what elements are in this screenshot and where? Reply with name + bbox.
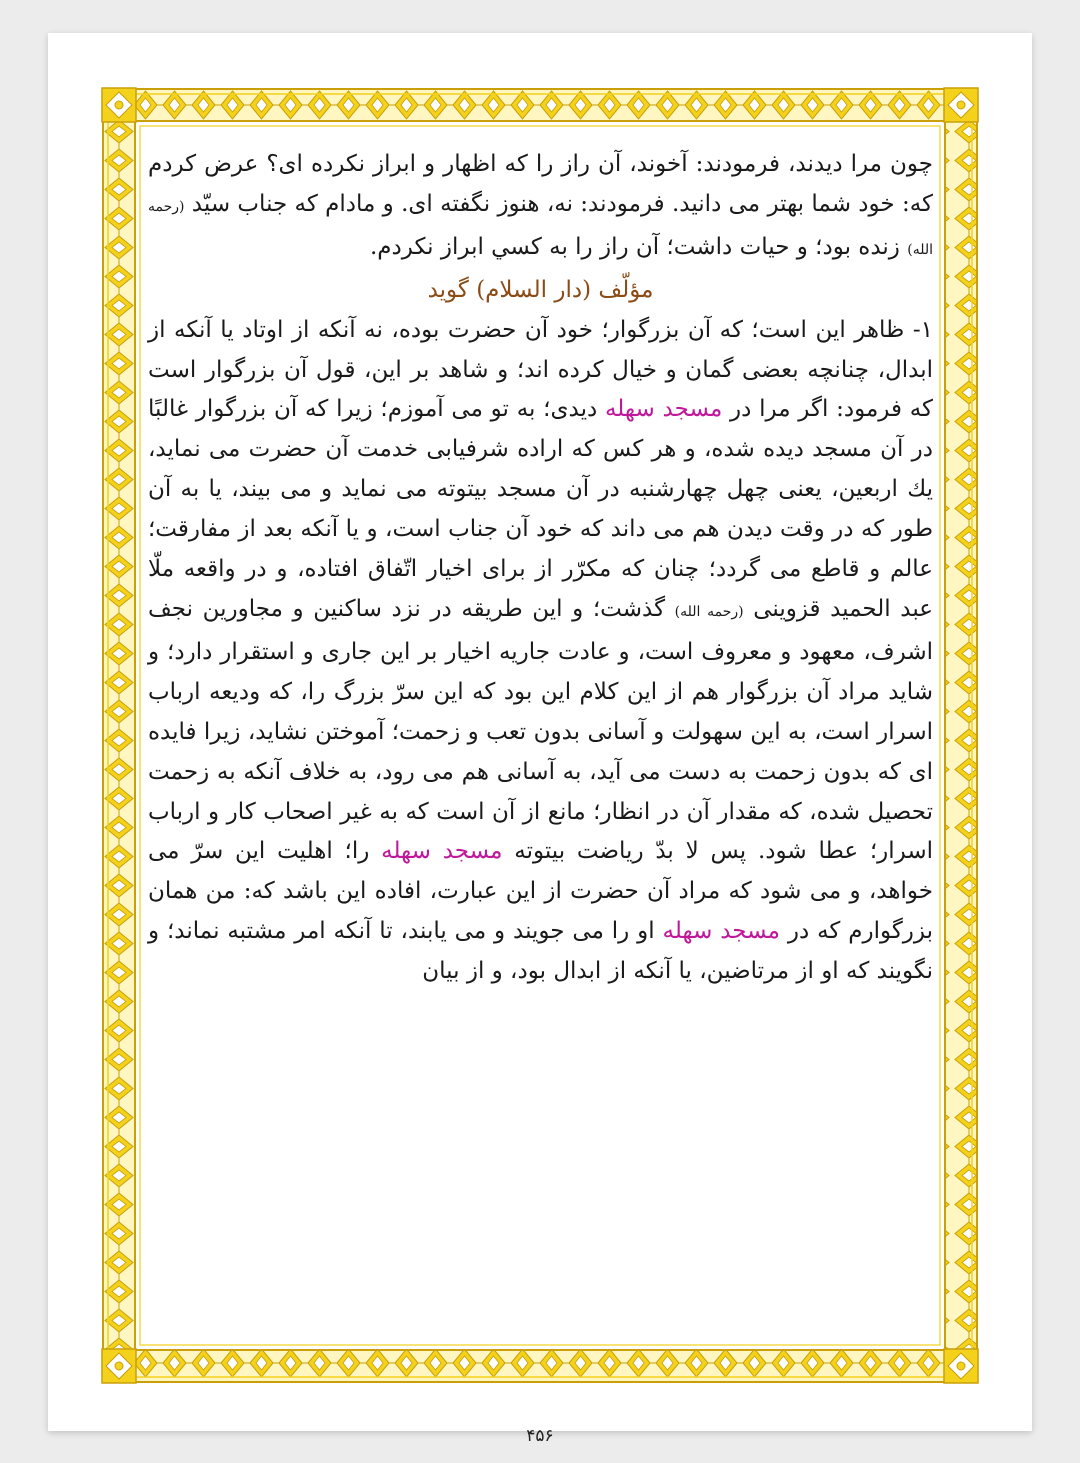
paragraph-1-text-a: چون مرا دیدند، فرمودند: آخوند، آن راز را که اظهار و ابراز نکرده ای؟ عرض کردم که: خود شما بهتر می دانید. فرمودند: نه، هنوز نگفته ای. و مادام که جناب سیّد xyxy=(148,151,933,217)
paragraph-2-text-2: دیدی؛ به تو می آموزم؛ زیرا که آن بزرگوار غالبًا در آن مسجد دیده شده، و هر کس که اراده شرفیابی خدمت آن حضرت می نماید، یك اربعین، یعنی چهل چهارشنبه در آن مسجد بیتوته می نماید و می بیند، یا به آن طور که در وقت دیدن هم می داند که خود آن جناب است، و یا آنکه بعد از مفارقت؛ عالم و قاطع می گردد؛ چنان که مکرّر از برای اخیار اتّفاق افتاده، و در واقعه ملّا عبد الحمید قزوینی xyxy=(148,396,933,622)
page-body-text xyxy=(148,145,933,1345)
section-heading: مؤلّف (دار السلام) گوید xyxy=(427,276,654,303)
paragraph-2-text-4: را؛ اهلیت این سرّ می خواهد، و می شود که مراد آن حضرت از این عبارت، افاده این باشد که: من همان بزرگوارم که در xyxy=(148,838,933,945)
paragraph-2-text-1: ۱- ظاهر این است؛ که آن بزرگوار؛ خود آن حضرت بوده، نه آنکه از اوتاد یا آنکه از ابدال، چنانچه بعضی گمان و خیال کرده اند؛ و شاهد بر این، قول آن بزرگوار است که فرمود: اگر مرا در xyxy=(148,316,933,423)
paragraph-1 xyxy=(148,145,933,271)
honorific-rahmatullah: (رحمه الله) xyxy=(674,603,744,620)
highlight-masjid-sahla: مسجد سهله xyxy=(381,838,503,865)
paragraph-2-text-5: او را می جویند و می یابند، تا آنکه امر مشتبه نماند؛ و نگویند که او از مرتاضین، یا آنکه از ابدال بود، و از بیان xyxy=(148,918,933,985)
highlight-masjid-sahla: مسجد سهله xyxy=(604,396,723,423)
paragraph-2-text-3: گذشت؛ و این طریقه در نزد ساکنین و مجاورین نجف اشرف، معهود و معروف است، و عادت جاریه اخیار بر این جاری و استقرار دارد؛ و شاید مراد آن بزرگوار هم از این کلام این بود که این سرّ بزرگ را، که ودیعه ارباب اسرار است، به این سهولت و آسانی بدون تعب و زحمت؛ آموختن نشاید، زیرا فایده ای که بدون زحمت به دست می آید، به آسانی هم می رود، به خلاف آنکه به زحمت تحصیل شده، که مقدار آن در انظار؛ مانع از آن است که به غیر اصحاب کار و ارباب اسرار؛ عطا شود. پس لا بدّ ریاضت بیتوته xyxy=(148,595,933,865)
corner-ornament-bottom-right xyxy=(944,1349,978,1383)
page-number: ۴۵۶ xyxy=(526,1426,554,1446)
corner-ornament-top-right xyxy=(944,88,978,122)
paragraph-2 xyxy=(148,311,933,992)
document-page xyxy=(48,33,1032,1446)
corner-ornament-top-left xyxy=(102,88,136,122)
paragraph-1-text-b: زنده بود؛ و حیات داشت؛ آن راز را به کسي ابراز نکردم. xyxy=(369,233,908,260)
highlight-masjid-sahla: مسجد سهله xyxy=(662,918,780,945)
honorific-rahmatullah: (رحمه الله) xyxy=(148,198,933,258)
corner-ornament-bottom-left xyxy=(102,1349,136,1383)
